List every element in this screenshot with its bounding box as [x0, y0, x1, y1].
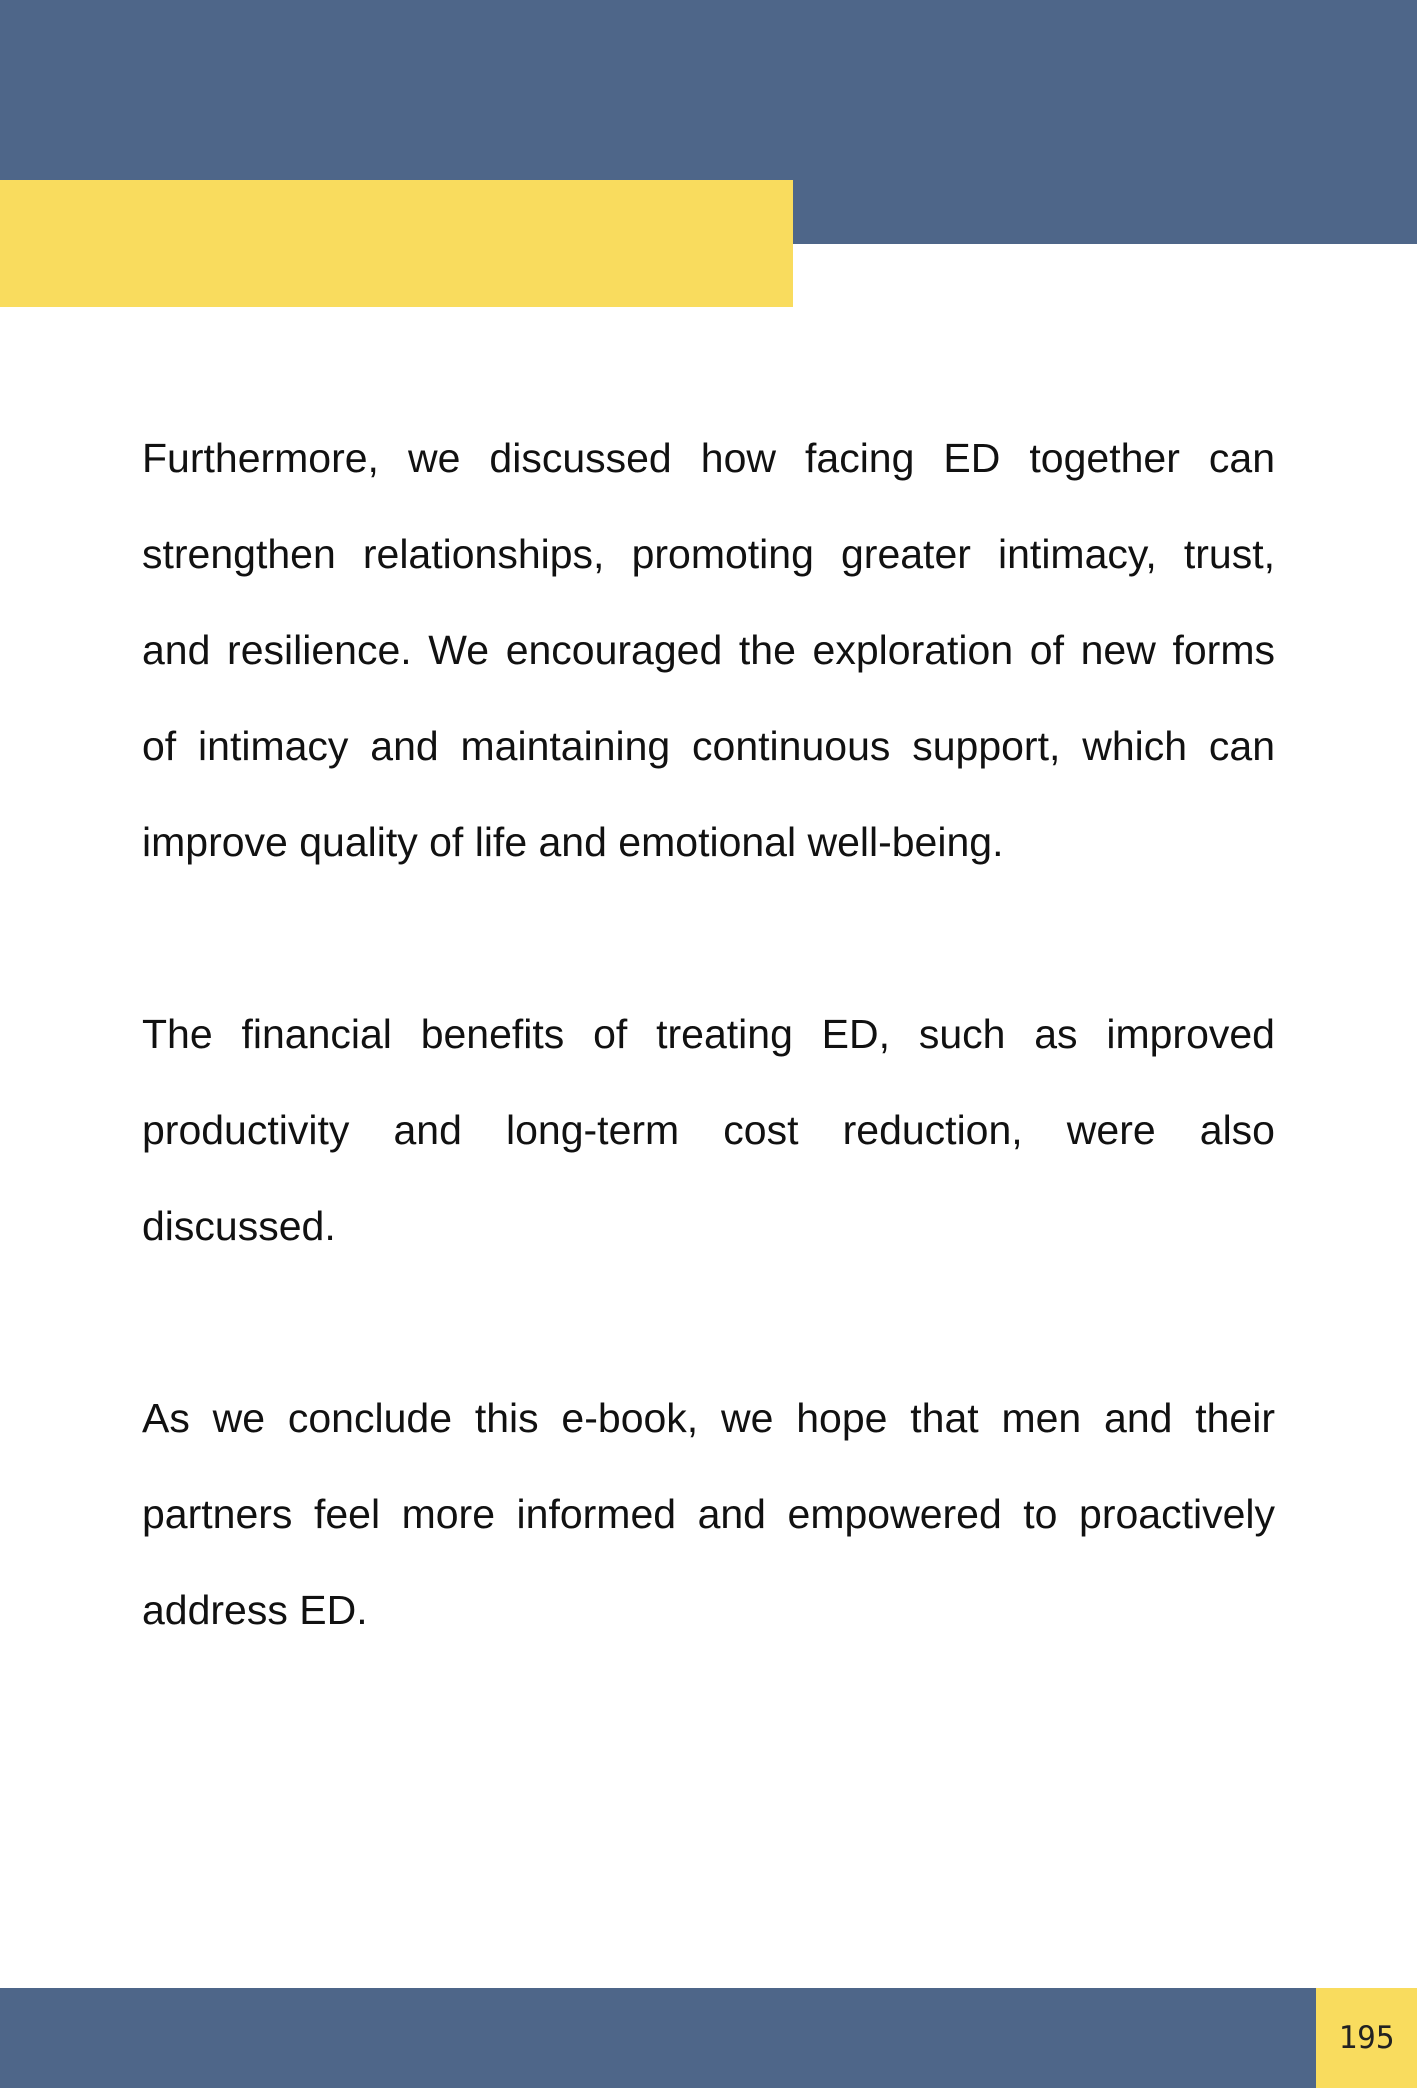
- paragraph: The financial benefits of treating ED, such as improved productivity and long-term cost reduction, were also discussed.: [142, 1011, 1275, 1249]
- paragraph: Furthermore, we discussed how facing ED together can strengthen relationships, promoting greater intimacy, trust, and resilience. We encouraged the exploration of new forms of intimacy and maintaining continuous support, which can improve quality of life and emotional well-being.: [142, 435, 1275, 865]
- paragraph: As we conclude this e-book, we hope that men and their partners feel more informed and empowered to proactively address ED.: [142, 1395, 1275, 1633]
- header-accent-bar: [0, 180, 793, 307]
- page-number: 195: [1338, 2020, 1395, 2056]
- page-number-box: [1316, 1988, 1417, 2088]
- page-body: [142, 410, 1275, 1754]
- footer-band: [0, 1988, 1316, 2088]
